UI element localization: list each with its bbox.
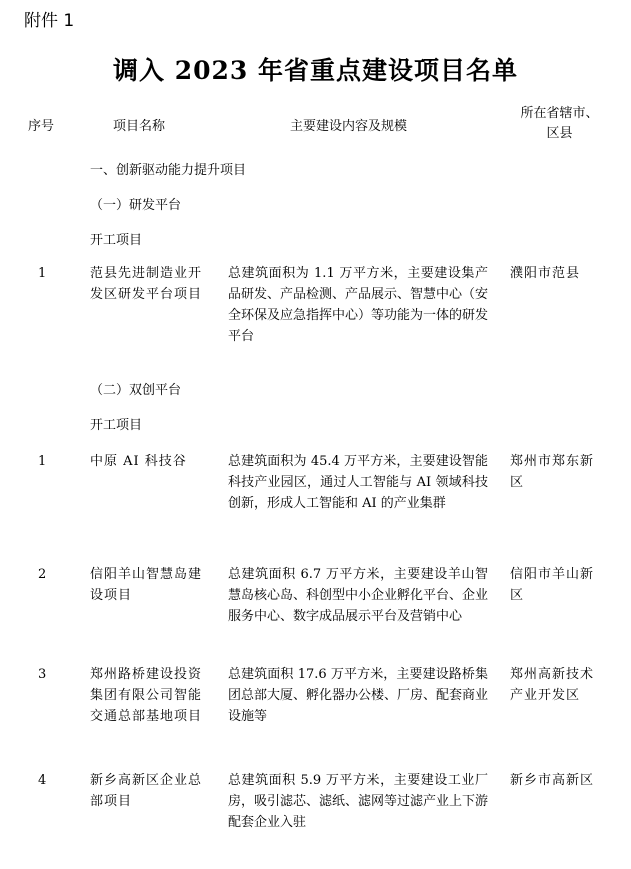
- header-location-line2: 区县: [546, 126, 573, 141]
- row-seq: 4: [38, 773, 47, 788]
- row-content: 总建筑面积 5.9 万平方米，主要建设工业厂房，吸引滤芯、滤纸、滤网等过滤产业上下游配套企业入驻: [228, 773, 489, 830]
- header-seq: 序号: [28, 119, 55, 134]
- row-name: 范县先进制造业开发区研发平台项目: [90, 266, 203, 302]
- header-location: [512, 104, 607, 144]
- row-content: 总建筑面积为 1.1 万平方米，主要建设集产品研发、产品检测、产品展示、智慧中心（安全环保及应急指挥中心）等功能为一体的研发平台: [228, 266, 489, 344]
- category-heading: 一、创新驱动能力提升项目: [90, 163, 247, 178]
- header-location-line1: 所在省辖市、: [520, 106, 599, 121]
- attachment-label: 附件 1: [24, 11, 75, 31]
- subcategory-heading: （二）双创平台: [90, 383, 182, 398]
- row-location: 新乡市高新区: [510, 773, 595, 788]
- row-seq: 2: [38, 567, 47, 582]
- status-heading: 开工项目: [90, 418, 143, 433]
- row-content: 总建筑面积 6.7 万平方米，主要建设羊山智慧岛核心岛、科创型中小企业孵化平台、企业服务中心、数字成品展示平台及营销中心: [228, 567, 489, 624]
- header-name: 项目名称: [113, 119, 166, 134]
- row-location: 濮阳市范县: [510, 266, 581, 281]
- subcategory-heading: （一）研发平台: [90, 198, 182, 213]
- row-content: 总建筑面积 17.6 万平方米，主要建设路桥集团总部大厦、孵化器办公楼、厂房、配套商业设施等: [228, 667, 489, 724]
- row-name: 新乡高新区企业总部项目: [90, 773, 203, 809]
- status-heading: 开工项目: [90, 233, 143, 248]
- row-content: 总建筑面积为 45.4 万平方米，主要建设智能科技产业园区，通过人工智能与 AI 领域科技创新，形成人工智能和 AI 的产业集群: [228, 454, 488, 511]
- row-seq: 1: [38, 454, 47, 469]
- document-title: 调入 2023 年省重点建设项目名单: [113, 56, 518, 85]
- row-seq: 1: [38, 266, 47, 281]
- row-name: 信阳羊山智慧岛建设项目: [90, 567, 203, 603]
- row-location: 郑州市郑东新区: [510, 454, 595, 490]
- row-seq: 3: [38, 667, 47, 682]
- row-location: 郑州高新技术产业开发区: [510, 667, 595, 703]
- header-content: 主要建设内容及规模: [290, 119, 408, 134]
- row-name: 中原 AI 科技谷: [90, 454, 187, 469]
- row-name: 郑州路桥建设投资集团有限公司智能交通总部基地项目: [90, 667, 203, 724]
- row-location: 信阳市羊山新区: [510, 567, 595, 603]
